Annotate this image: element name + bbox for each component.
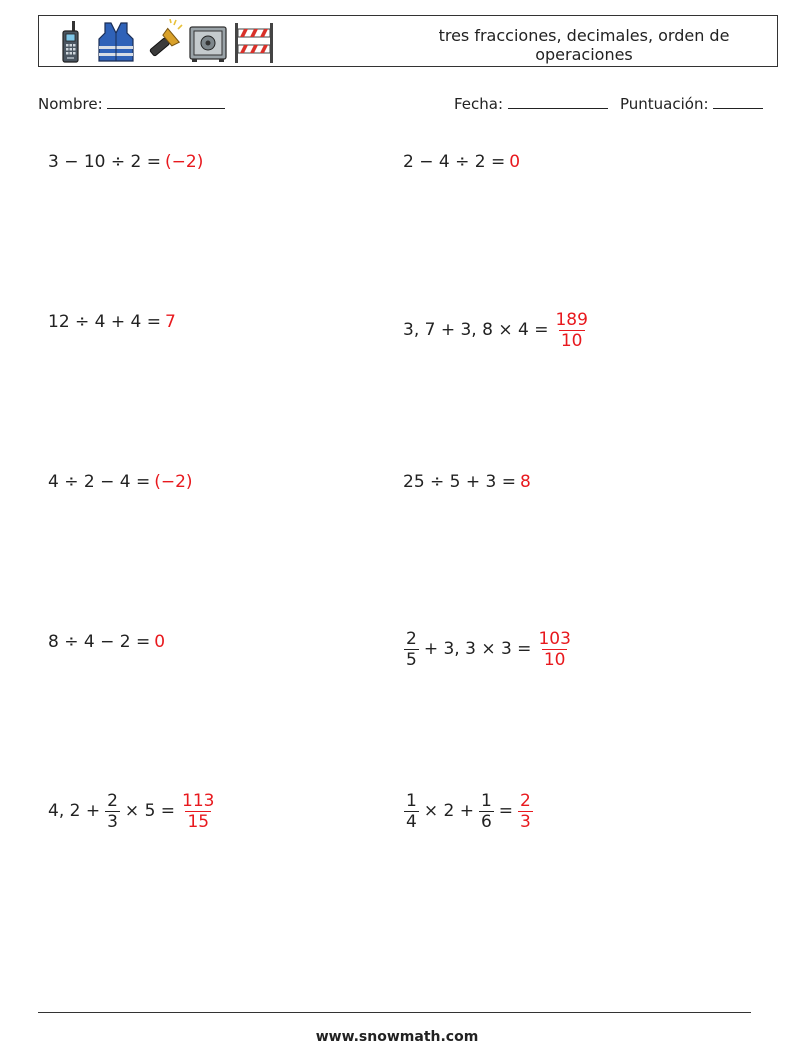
worksheet-header: [38, 15, 778, 67]
problem-answer: (−2): [165, 152, 204, 172]
answer-numerator: 113: [182, 790, 215, 811]
name-field: [38, 94, 225, 113]
problem-7: [46, 630, 167, 654]
date-label: Fecha:: [454, 95, 504, 113]
fraction-numerator: 2: [406, 628, 417, 649]
answer-fraction: [536, 629, 572, 670]
answer-numerator: 189: [555, 309, 588, 330]
fraction-numerator: 1: [480, 790, 492, 811]
answer-fraction: [553, 310, 589, 351]
problem-answer: 0: [509, 152, 521, 172]
fraction-denominator: 4: [406, 811, 417, 832]
fraction-denominator: 5: [406, 649, 417, 670]
problem-rest: × 5 =: [124, 801, 176, 821]
fraction-denominator: 6: [480, 811, 492, 832]
safe-icon: [187, 19, 229, 65]
problem-expression: 2 − 4 ÷ 2 =: [403, 152, 506, 172]
answer-denominator: 10: [560, 330, 583, 351]
problem-5: [46, 470, 195, 494]
equals-sign: =: [498, 801, 514, 821]
worksheet-title: [399, 26, 769, 64]
problem-10: [401, 788, 536, 834]
fraction-numerator: 1: [406, 790, 417, 811]
answer-numerator: 2: [520, 790, 531, 811]
problem-answer: 8: [520, 472, 531, 492]
fraction-denominator: 3: [107, 811, 118, 832]
score-label: Puntuación:: [620, 95, 709, 113]
problem-expression: 3, 7 + 3, 8 × 4 =: [403, 320, 549, 340]
answer-fraction: [180, 791, 216, 832]
footer-divider: [38, 1012, 751, 1013]
fraction-numerator: 2: [107, 790, 118, 811]
footer-site-link[interactable]: www.snowmath.com: [315, 1029, 479, 1045]
title-line-1: tres fracciones, decimales, orden de: [438, 26, 730, 45]
answer-denominator: 15: [187, 811, 210, 832]
date-blank[interactable]: [508, 94, 608, 109]
score-field: [620, 94, 763, 113]
problem-6: [401, 470, 533, 494]
problem-1: [46, 150, 205, 174]
problem-answer: 0: [154, 632, 166, 652]
fraction: [404, 629, 419, 670]
name-label: Nombre:: [38, 95, 103, 113]
problem-middle: × 2 +: [423, 801, 474, 821]
safety-vest-icon: [95, 19, 137, 65]
barrier-icon: [233, 19, 275, 65]
problem-expression: 4 ÷ 2 − 4 =: [48, 472, 151, 492]
problem-answer: (−2): [154, 472, 193, 492]
problem-3: [46, 310, 178, 334]
date-field: [454, 94, 608, 113]
problem-2: [401, 150, 522, 174]
problem-expression: 12 ÷ 4 + 4 =: [48, 312, 162, 332]
problem-9: [46, 788, 220, 834]
score-blank[interactable]: [713, 94, 763, 109]
problem-4: [401, 307, 593, 353]
fraction: [404, 791, 419, 832]
problem-lead: 4, 2 +: [48, 801, 101, 821]
problem-answer: 7: [165, 312, 176, 332]
answer-numerator: 103: [538, 628, 571, 649]
problem-expression: 25 ÷ 5 + 3 =: [403, 472, 517, 492]
title-line-2: operaciones: [535, 45, 633, 64]
header-icons: [49, 19, 275, 65]
problem-expression: 3 − 10 ÷ 2 =: [48, 152, 162, 172]
answer-fraction: [518, 791, 533, 832]
fraction: [479, 791, 494, 832]
fraction: [105, 791, 120, 832]
answer-denominator: 3: [520, 811, 531, 832]
name-blank[interactable]: [107, 94, 225, 109]
problem-8: [401, 626, 576, 672]
flashlight-icon: [141, 19, 183, 65]
problem-expression: 8 ÷ 4 − 2 =: [48, 632, 151, 652]
answer-denominator: 10: [543, 649, 566, 670]
problem-rest: + 3, 3 × 3 =: [423, 639, 532, 659]
walkie-talkie-icon: [49, 19, 91, 65]
